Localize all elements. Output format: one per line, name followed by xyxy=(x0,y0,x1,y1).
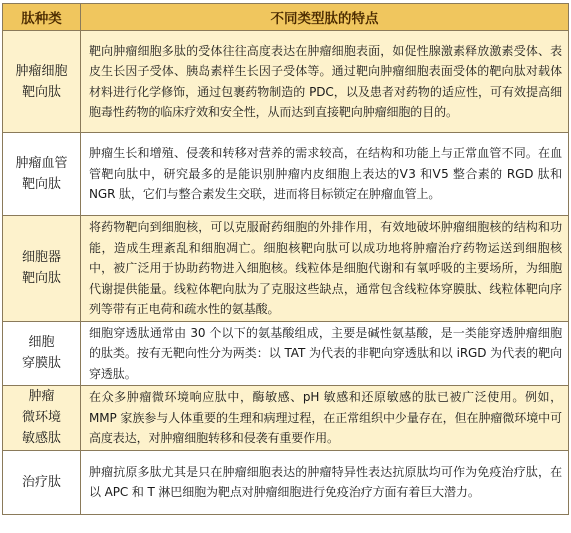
peptide-type-line: 肿瘤细胞 xyxy=(15,63,68,79)
peptide-type-line: 穿膜肽 xyxy=(21,356,61,372)
peptide-type-line: 敏感肽 xyxy=(21,431,61,447)
peptide-type-cell xyxy=(3,31,81,133)
peptide-type-line: 肿瘤血管 xyxy=(15,156,68,171)
header-features: 不同类型肽的特点 xyxy=(81,4,569,31)
peptide-description: 将药物靶向到细胞核，可以克服耐药细胞的外排作用，有效地破坏肿瘤细胞核的结构和功能，造成生理紊乱和细胞凋亡。细胞核靶向肽可以成功地将肿瘤治疗药物运送到细胞核中，被广泛用于协助药物进入细胞核。线粒体是细胞代谢和有氧呼吸的主要场所，为细胞代谢提供能量。线粒体靶向肽为了克服这些缺点，通常包含线粒体穿膜肽、线粒体靶向序列等带有正电荷和疏水性的氨基酸。 xyxy=(81,216,569,322)
peptide-type-cell xyxy=(3,216,81,322)
peptide-type-line: 靶向肽 xyxy=(21,271,61,287)
peptide-type-line: 细胞器 xyxy=(21,250,61,266)
peptide-description: 细胞穿透肽通常由 30 个以下的氨基酸组成，主要是碱性氨基酸，是一类能穿透肿瘤细胞的肽类。按有无靶向性分为两类：以 TAT 为代表的非靶向穿透肽和以 iRGD 为代表的靶向穿透肽。 xyxy=(81,321,569,386)
table-row xyxy=(3,450,569,514)
peptide-table-container xyxy=(2,3,568,515)
table-row xyxy=(3,133,569,216)
peptide-type-cell xyxy=(3,321,81,386)
peptide-type-cell xyxy=(3,133,81,216)
peptide-type-line: 肿瘤 xyxy=(28,389,55,405)
table-row xyxy=(3,321,569,386)
peptide-description: 肿瘤生长和增殖、侵袭和转移对营养的需求较高，在结构和功能上与正常血管不同。在血管靶向肽中，研究最多的是能识别肿瘤内皮细胞上表达的Ⅴ3 和Ⅴ5 整合素的 RGD 肽和 NGR 肽，它们与整合素发生交联，进而将目标锁定在肿瘤血管上。 xyxy=(81,133,569,216)
peptide-description: 在众多肿瘤微环境响应肽中，酶敏感、pH 敏感和还原敏感的肽已被广泛使用。例如，MMP 家族参与人体重要的生理和病理过程，在正常组织中少量存在，但在肿瘤微环境中可高度表达，对肿瘤细胞转移和侵袭有重要作用。 xyxy=(81,386,569,451)
peptide-type-line: 细胞 xyxy=(28,335,55,351)
peptide-type-cell xyxy=(3,386,81,451)
peptide-type-line: 治疗肽 xyxy=(21,474,61,490)
peptide-type-line: 靶向肽 xyxy=(21,177,61,192)
peptide-description: 肿瘤抗原多肽尤其是只在肿瘤细胞表达的肿瘤特异性表达抗原肽均可作为免疫治疗肽，在以 APC 和 T 淋巴细胞为靶点对肿瘤细胞进行免疫治疗方面有着巨大潜力。 xyxy=(81,450,569,514)
peptide-description: 靶向肿瘤细胞多肽的受体往往高度表达在肿瘤细胞表面，如促性腺激素释放激素受体、表皮生长因子受体、胰岛素样生长因子受体等。通过靶向肿瘤细胞表面受体的靶向肽对载体材料进行化学修饰，通过包裹药物制造的 PDC，以及患者对药物的适应性，可有效提高细胞毒性药物的临床疗效和安全性，从而达到直接靶向肿瘤细胞的目的。 xyxy=(81,31,569,133)
table-header-row xyxy=(3,4,569,31)
table-row xyxy=(3,31,569,133)
peptide-types-table xyxy=(2,3,569,515)
peptide-type-cell xyxy=(3,450,81,514)
header-peptide-type: 肽种类 xyxy=(3,4,81,31)
peptide-type-line: 靶向肽 xyxy=(21,84,61,100)
table-row xyxy=(3,216,569,322)
table-row xyxy=(3,386,569,451)
peptide-type-line: 微环境 xyxy=(21,410,61,426)
